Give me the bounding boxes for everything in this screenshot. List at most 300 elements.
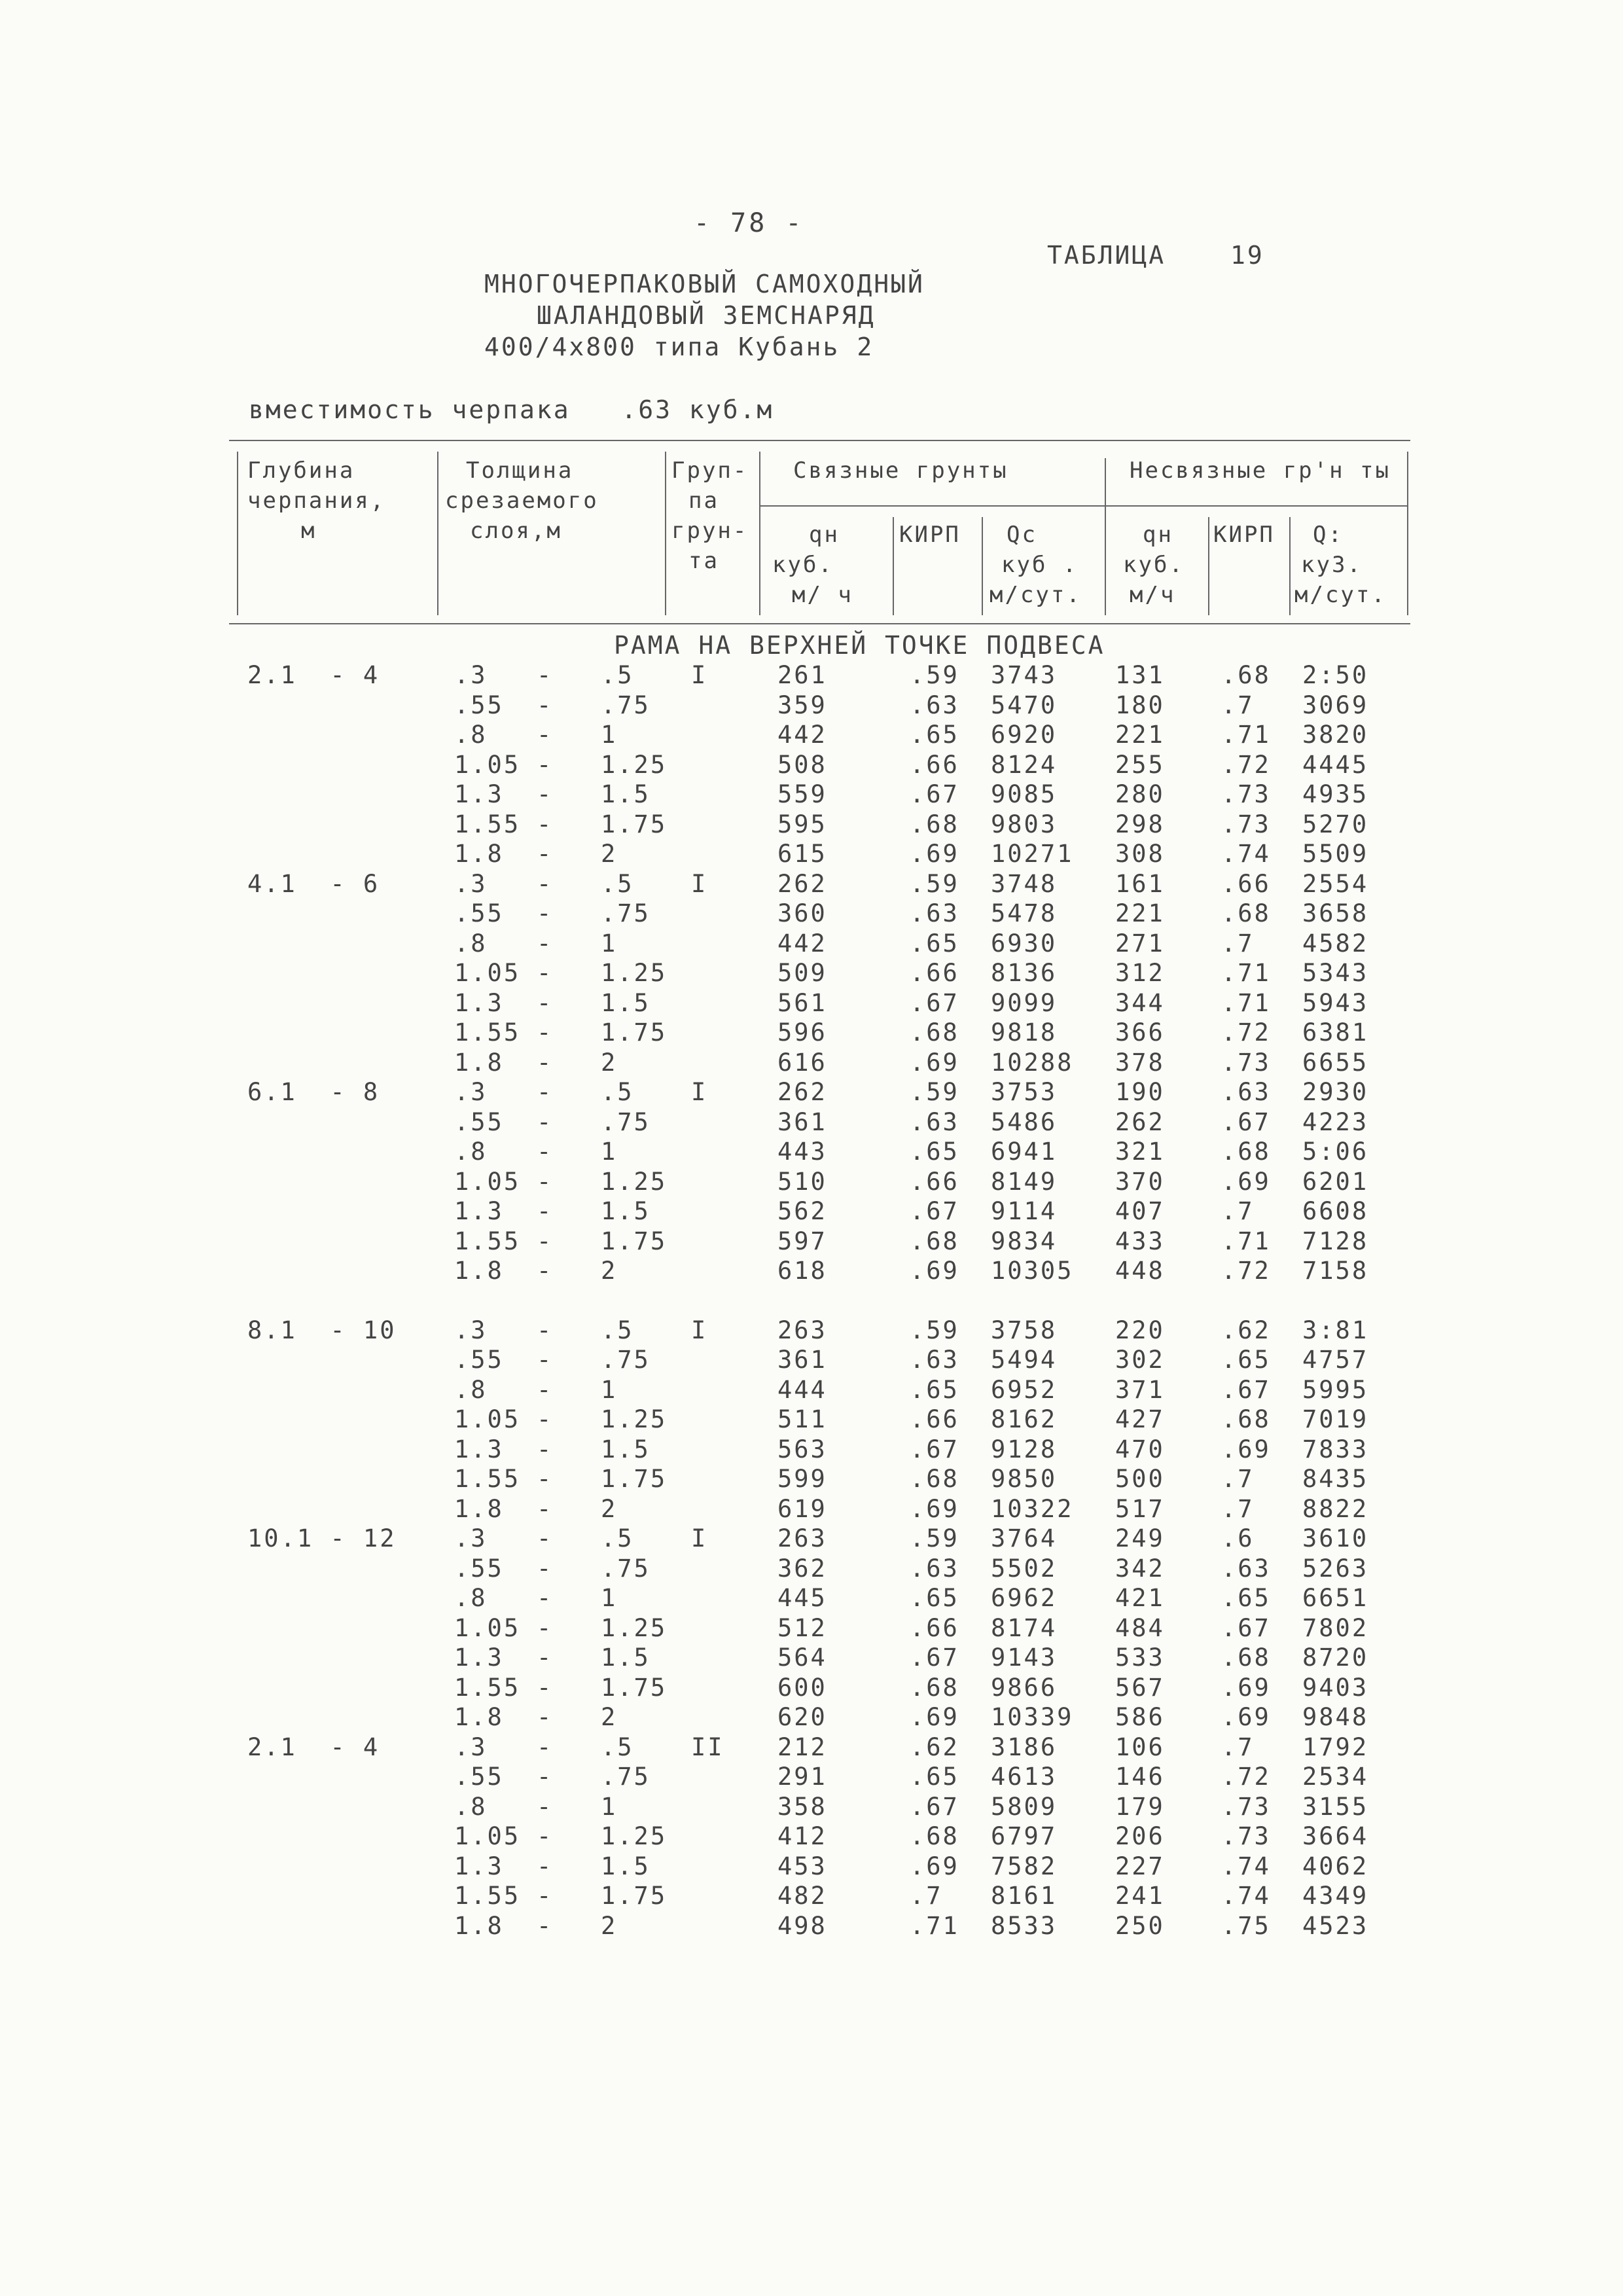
cell-thick-to: .75 (601, 1346, 651, 1374)
cell-kirp: .66 (910, 959, 959, 987)
cell-qc2: 3155 (1302, 1793, 1369, 1821)
cell-kirp2: .65 (1221, 1584, 1271, 1612)
header-depth-3: м (301, 518, 317, 544)
cell-thick-dash: - (537, 1346, 554, 1374)
cell-qc2: 6655 (1302, 1049, 1369, 1077)
cell-qc2: 7833 (1302, 1435, 1369, 1463)
cell-qn2: 249 (1115, 1524, 1165, 1552)
cell-qc2: 8822 (1302, 1495, 1369, 1523)
table-top-rule (229, 440, 1410, 441)
cell-kirp2: .7 (1221, 1495, 1255, 1523)
cell-thick-from: 1.55 (454, 810, 521, 838)
cell-qn: 445 (777, 1584, 827, 1612)
cell-thick-to: .5 (601, 661, 634, 689)
cell-qc2: 7019 (1302, 1405, 1369, 1433)
cell-thick-from: 1.05 (454, 959, 521, 987)
col-sep-6 (1105, 458, 1106, 615)
cell-qn: 599 (777, 1465, 827, 1493)
cell-thick-dash: - (537, 1495, 554, 1523)
cell-thick-dash: - (537, 1435, 554, 1463)
cell-kirp2: .73 (1221, 1822, 1271, 1850)
cell-thick-from: 1.05 (454, 1614, 521, 1642)
cell-qc2: 6651 (1302, 1584, 1369, 1612)
title-line-2: ШАЛАНДОВЫЙ ЗЕМСНАРЯД (537, 301, 876, 330)
cell-qc: 9085 (991, 780, 1058, 808)
col-sep-0 (237, 452, 238, 615)
cell-depth: 4.1 - 6 (247, 870, 380, 898)
cell-qn: 615 (777, 840, 827, 868)
header-group-3: грун- (671, 518, 749, 544)
header-qc-1: Qс (1007, 522, 1037, 548)
cell-kirp: .59 (910, 870, 959, 898)
cell-qn: 619 (777, 1495, 827, 1523)
cell-qc: 8124 (991, 751, 1058, 779)
cell-kirp2: .63 (1221, 1554, 1271, 1583)
col-sep-4 (893, 517, 894, 615)
cell-kirp: .68 (910, 1674, 959, 1702)
header-thickness-1: Толщина (466, 457, 574, 484)
cell-thick-from: 1.3 (454, 1852, 504, 1880)
cell-thick-dash: - (537, 1614, 554, 1642)
cell-qn: 563 (777, 1435, 827, 1463)
cell-thick-to: 1 (601, 1584, 618, 1612)
cell-kirp: .66 (910, 1168, 959, 1196)
cell-qc2: 4062 (1302, 1852, 1369, 1880)
cell-qn: 512 (777, 1614, 827, 1642)
cell-kirp2: .71 (1221, 989, 1271, 1017)
header-qc-3: м/сут. (990, 582, 1082, 608)
cell-qc2: 3658 (1302, 899, 1369, 927)
cell-thick-from: .55 (454, 1763, 504, 1791)
cell-thick-to: 1.75 (601, 1674, 668, 1702)
table-header-bottom-rule (229, 623, 1410, 624)
cell-kirp: .68 (910, 1465, 959, 1493)
col-sep-5 (982, 517, 983, 615)
cell-kirp2: .7 (1221, 929, 1255, 958)
cell-qc: 6930 (991, 929, 1058, 958)
cell-qc: 5478 (991, 899, 1058, 927)
cell-kirp2: .7 (1221, 1465, 1255, 1493)
cell-thick-to: 1.75 (601, 1465, 668, 1493)
cell-kirp: .65 (910, 929, 959, 958)
header-qc2-2: куЗ. (1301, 552, 1363, 578)
cell-kirp2: .71 (1221, 1227, 1271, 1255)
cell-thick-dash: - (537, 1227, 554, 1255)
cell-kirp2: .7 (1221, 691, 1255, 719)
cell-kirp2: .73 (1221, 1049, 1271, 1077)
cell-qc2: 4757 (1302, 1346, 1369, 1374)
cell-thick-to: 1.75 (601, 1227, 668, 1255)
cell-kirp2: .72 (1221, 751, 1271, 779)
cell-kirp: .65 (910, 1138, 959, 1166)
cell-group: I (691, 1524, 708, 1552)
cell-qn: 561 (777, 989, 827, 1017)
cell-qn: 443 (777, 1138, 827, 1166)
cell-qn2: 161 (1115, 870, 1165, 898)
subheader-rule (759, 505, 1408, 507)
cell-thick-to: .75 (601, 691, 651, 719)
header-qn2-3: м/ч (1130, 582, 1176, 608)
cell-thick-from: 1.8 (454, 840, 504, 868)
cell-kirp2: .62 (1221, 1316, 1271, 1344)
cell-qn: 362 (777, 1554, 827, 1583)
cell-thick-to: 1.25 (601, 1405, 668, 1433)
cell-thick-dash: - (537, 1763, 554, 1791)
cell-thick-to: 1.25 (601, 1614, 668, 1642)
cell-depth: 10.1 - 12 (247, 1524, 397, 1552)
cell-qn2: 407 (1115, 1197, 1165, 1225)
cell-thick-dash: - (537, 870, 554, 898)
cell-thick-dash: - (537, 1316, 554, 1344)
header-qc2-3: м/сут. (1294, 582, 1387, 608)
cell-group: I (691, 1078, 708, 1106)
cell-qc2: 7158 (1302, 1257, 1369, 1285)
cell-qn2: 221 (1115, 721, 1165, 749)
cell-qc: 3748 (991, 870, 1058, 898)
cell-kirp: .68 (910, 1822, 959, 1850)
cell-qc2: 3610 (1302, 1524, 1369, 1552)
cell-qn: 618 (777, 1257, 827, 1285)
cell-qc: 5470 (991, 691, 1058, 719)
cell-kirp2: .72 (1221, 1018, 1271, 1047)
cell-qn2: 190 (1115, 1078, 1165, 1106)
cell-thick-to: 1.75 (601, 810, 668, 838)
cell-thick-dash: - (537, 1049, 554, 1077)
cell-kirp2: .67 (1221, 1614, 1271, 1642)
cell-thick-dash: - (537, 1078, 554, 1106)
cell-thick-from: 1.05 (454, 1405, 521, 1433)
cell-qn2: 421 (1115, 1584, 1165, 1612)
cell-thick-from: 1.8 (454, 1257, 504, 1285)
cell-kirp2: .68 (1221, 1643, 1271, 1672)
cell-thick-dash: - (537, 1554, 554, 1583)
cell-qc2: 5270 (1302, 810, 1369, 838)
cell-thick-from: 1.3 (454, 780, 504, 808)
cell-thick-dash: - (537, 1822, 554, 1850)
cell-depth: 8.1 - 10 (247, 1316, 397, 1344)
cell-thick-dash: - (537, 840, 554, 868)
cell-thick-from: 1.05 (454, 1822, 521, 1850)
col-sep-2 (665, 452, 666, 615)
cell-qn: 595 (777, 810, 827, 838)
cell-thick-to: 1.5 (601, 780, 651, 808)
cell-qc: 8149 (991, 1168, 1058, 1196)
cell-thick-from: 1.8 (454, 1049, 504, 1077)
cell-kirp: .65 (910, 1376, 959, 1404)
cell-kirp: .62 (910, 1733, 959, 1761)
cell-qc: 8136 (991, 959, 1058, 987)
cell-kirp: .68 (910, 1018, 959, 1047)
cell-qc: 3764 (991, 1524, 1058, 1552)
cell-kirp: .67 (910, 1197, 959, 1225)
cell-thick-from: 1.8 (454, 1495, 504, 1523)
cell-thick-dash: - (537, 780, 554, 808)
cell-qn2: 180 (1115, 691, 1165, 719)
cell-thick-from: .55 (454, 1554, 504, 1583)
page-number: - 78 - (694, 208, 804, 238)
cell-thick-dash: - (537, 929, 554, 958)
cell-thick-to: 1 (601, 1376, 618, 1404)
cell-thick-from: 1.3 (454, 989, 504, 1017)
cell-thick-from: .55 (454, 691, 504, 719)
cell-kirp: .63 (910, 1346, 959, 1374)
title-line-1: МНОГОЧЕРПАКОВЫЙ САМОХОДНЫЙ (484, 270, 925, 298)
cell-kirp: .7 (910, 1882, 943, 1910)
cell-thick-from: .3 (454, 661, 488, 689)
cell-qn2: 131 (1115, 661, 1165, 689)
cell-qn2: 241 (1115, 1882, 1165, 1910)
cell-kirp2: .68 (1221, 899, 1271, 927)
cell-qc: 9850 (991, 1465, 1058, 1493)
cell-kirp2: .74 (1221, 1852, 1271, 1880)
cell-kirp: .69 (910, 1703, 959, 1731)
cell-qn2: 308 (1115, 840, 1165, 868)
cell-kirp: .63 (910, 691, 959, 719)
header-group-4: та (688, 548, 719, 574)
cell-thick-dash: - (537, 1643, 554, 1672)
cell-kirp2: .7 (1221, 1733, 1255, 1761)
col-sep-7 (1208, 517, 1209, 615)
cell-thick-dash: - (537, 1257, 554, 1285)
cell-qc2: 5943 (1302, 989, 1369, 1017)
cell-thick-from: 1.55 (454, 1018, 521, 1047)
cell-thick-dash: - (537, 899, 554, 927)
cell-kirp: .65 (910, 721, 959, 749)
cell-qn: 412 (777, 1822, 827, 1850)
cell-qc2: 4445 (1302, 751, 1369, 779)
cell-qc: 8162 (991, 1405, 1058, 1433)
cell-thick-from: .55 (454, 1108, 504, 1136)
section-title: РАМА НА ВЕРХНЕЙ ТОЧКЕ ПОДВЕСА (614, 631, 1105, 660)
cell-qn: 482 (777, 1882, 827, 1910)
cell-qc2: 3:81 (1302, 1316, 1369, 1344)
cell-kirp2: .72 (1221, 1257, 1271, 1285)
cell-thick-to: .5 (601, 1078, 634, 1106)
cell-qn2: 567 (1115, 1674, 1165, 1702)
cell-kirp2: .69 (1221, 1168, 1271, 1196)
cell-qn: 509 (777, 959, 827, 987)
cell-thick-to: 1.25 (601, 959, 668, 987)
cell-depth: 2.1 - 4 (247, 661, 380, 689)
cell-thick-to: 2 (601, 1049, 618, 1077)
cell-thick-dash: - (537, 691, 554, 719)
cell-qc: 7582 (991, 1852, 1058, 1880)
cell-thick-to: .5 (601, 1524, 634, 1552)
header-noncohesive: Несвязные гр'н ты (1130, 457, 1391, 484)
cell-qc: 3186 (991, 1733, 1058, 1761)
cell-qn2: 533 (1115, 1643, 1165, 1672)
cell-qc2: 3820 (1302, 721, 1369, 749)
cell-kirp2: .67 (1221, 1376, 1271, 1404)
cell-thick-to: 1.25 (601, 1822, 668, 1850)
cell-qn2: 106 (1115, 1733, 1165, 1761)
cell-qn2: 366 (1115, 1018, 1165, 1047)
cell-kirp2: .67 (1221, 1108, 1271, 1136)
col-sep-8 (1289, 517, 1291, 615)
cell-qn: 358 (777, 1793, 827, 1821)
cell-kirp: .71 (910, 1912, 959, 1940)
cell-qc: 9818 (991, 1018, 1058, 1047)
cell-qc2: 9848 (1302, 1703, 1369, 1731)
table-number: 19 (1230, 241, 1264, 270)
cell-qn: 498 (777, 1912, 827, 1940)
cell-thick-to: .5 (601, 870, 634, 898)
cell-qc: 5486 (991, 1108, 1058, 1136)
cell-thick-to: 1.5 (601, 989, 651, 1017)
cell-kirp2: .68 (1221, 661, 1271, 689)
cell-qc: 10322 (991, 1495, 1074, 1523)
cell-thick-from: .8 (454, 1584, 488, 1612)
cell-thick-from: .3 (454, 1524, 488, 1552)
cell-thick-dash: - (537, 1882, 554, 1910)
cell-thick-to: 1 (601, 1793, 618, 1821)
cell-qn2: 146 (1115, 1763, 1165, 1791)
cell-qn2: 433 (1115, 1227, 1165, 1255)
cell-thick-to: 1.75 (601, 1018, 668, 1047)
cell-qn2: 220 (1115, 1316, 1165, 1344)
cell-qc2: 5343 (1302, 959, 1369, 987)
cell-kirp: .69 (910, 1495, 959, 1523)
cell-qc2: 5509 (1302, 840, 1369, 868)
header-qc2-1: Q: (1313, 522, 1344, 548)
cell-qc2: 6381 (1302, 1018, 1369, 1047)
cell-qn2: 250 (1115, 1912, 1165, 1940)
cell-kirp2: .74 (1221, 1882, 1271, 1910)
cell-qc2: 9403 (1302, 1674, 1369, 1702)
cell-qn: 510 (777, 1168, 827, 1196)
cell-qc2: 5:06 (1302, 1138, 1369, 1166)
cell-group: II (691, 1733, 724, 1761)
cell-thick-to: 2 (601, 840, 618, 868)
cell-thick-to: 2 (601, 1257, 618, 1285)
cell-thick-dash: - (537, 810, 554, 838)
cell-thick-dash: - (537, 1912, 554, 1940)
cell-thick-from: .8 (454, 1376, 488, 1404)
header-kirp2: КИРП (1213, 522, 1275, 548)
cell-qn: 291 (777, 1763, 827, 1791)
cell-thick-dash: - (537, 1793, 554, 1821)
cell-thick-from: .3 (454, 1078, 488, 1106)
cell-thick-from: 1.55 (454, 1882, 521, 1910)
cell-qn: 361 (777, 1346, 827, 1374)
cell-qn2: 342 (1115, 1554, 1165, 1583)
cell-qn2: 280 (1115, 780, 1165, 808)
cell-qc2: 4582 (1302, 929, 1369, 958)
cell-thick-from: 1.3 (454, 1435, 504, 1463)
cell-qn: 263 (777, 1524, 827, 1552)
cell-kirp2: .69 (1221, 1674, 1271, 1702)
cell-qc: 9128 (991, 1435, 1058, 1463)
cell-qn2: 302 (1115, 1346, 1165, 1374)
cell-thick-to: 1.5 (601, 1197, 651, 1225)
cell-qc: 3758 (991, 1316, 1058, 1344)
cell-group: I (691, 870, 708, 898)
header-depth-1: Глубина (247, 457, 355, 484)
cell-qn: 562 (777, 1197, 827, 1225)
cell-qn2: 448 (1115, 1257, 1165, 1285)
cell-qn: 361 (777, 1108, 827, 1136)
cell-thick-to: .5 (601, 1733, 634, 1761)
title-line-3: 400/4х800 типа Кубань 2 (484, 332, 874, 361)
cell-thick-from: .3 (454, 870, 488, 898)
cell-thick-dash: - (537, 1524, 554, 1552)
cell-kirp2: .68 (1221, 1405, 1271, 1433)
cell-thick-to: .5 (601, 1316, 634, 1344)
cell-thick-from: .8 (454, 929, 488, 958)
cell-qc2: 2930 (1302, 1078, 1369, 1106)
cell-thick-from: .3 (454, 1733, 488, 1761)
cell-kirp: .69 (910, 1049, 959, 1077)
col-sep-9 (1407, 452, 1408, 615)
cell-qn: 360 (777, 899, 827, 927)
cell-qc: 5494 (991, 1346, 1058, 1374)
cell-kirp2: .73 (1221, 780, 1271, 808)
cell-kirp2: .73 (1221, 810, 1271, 838)
cell-kirp: .65 (910, 1763, 959, 1791)
cell-qc2: 8435 (1302, 1465, 1369, 1493)
cell-qn2: 255 (1115, 751, 1165, 779)
cell-thick-from: .55 (454, 899, 504, 927)
cell-thick-to: 2 (601, 1912, 618, 1940)
cell-qn: 620 (777, 1703, 827, 1731)
cell-qn: 453 (777, 1852, 827, 1880)
header-qc-2: куб . (1001, 552, 1079, 578)
cell-qc2: 7128 (1302, 1227, 1369, 1255)
cell-kirp2: .6 (1221, 1524, 1255, 1552)
cell-kirp: .63 (910, 1554, 959, 1583)
cell-depth: 2.1 - 4 (247, 1733, 380, 1761)
cell-kirp: .59 (910, 1316, 959, 1344)
cell-thick-from: 1.8 (454, 1912, 504, 1940)
cell-kirp: .69 (910, 840, 959, 868)
cell-qn2: 262 (1115, 1108, 1165, 1136)
cell-qc: 10271 (991, 840, 1074, 868)
cell-qc: 5809 (991, 1793, 1058, 1821)
cell-kirp: .69 (910, 1852, 959, 1880)
cell-thick-to: .75 (601, 1108, 651, 1136)
cell-qn2: 298 (1115, 810, 1165, 838)
cell-thick-from: .8 (454, 721, 488, 749)
cell-qn: 444 (777, 1376, 827, 1404)
cell-thick-from: 1.3 (454, 1197, 504, 1225)
cell-qc2: 1792 (1302, 1733, 1369, 1761)
cell-qn2: 312 (1115, 959, 1165, 987)
cell-qn2: 179 (1115, 1793, 1165, 1821)
cell-kirp: .68 (910, 1227, 959, 1255)
cell-qc2: 3069 (1302, 691, 1369, 719)
cell-qn2: 221 (1115, 899, 1165, 927)
cell-thick-dash: - (537, 1584, 554, 1612)
cell-kirp: .67 (910, 1643, 959, 1672)
cell-qn2: 370 (1115, 1168, 1165, 1196)
cell-thick-to: 1.75 (601, 1882, 668, 1910)
cell-group: I (691, 1316, 708, 1344)
cell-qc2: 4223 (1302, 1108, 1369, 1136)
cell-qc: 10305 (991, 1257, 1074, 1285)
header-kirp: КИРП (899, 522, 961, 548)
table-label: ТАБЛИЦА (1047, 241, 1166, 270)
cell-thick-dash: - (537, 1018, 554, 1047)
cell-thick-to: 2 (601, 1495, 618, 1523)
cell-qn: 359 (777, 691, 827, 719)
cell-qc: 3753 (991, 1078, 1058, 1106)
cell-thick-to: .75 (601, 899, 651, 927)
cell-kirp: .65 (910, 1584, 959, 1612)
cell-qc2: 2554 (1302, 870, 1369, 898)
cell-qc: 6962 (991, 1584, 1058, 1612)
cell-kirp2: .66 (1221, 870, 1271, 898)
cell-qn2: 378 (1115, 1049, 1165, 1077)
